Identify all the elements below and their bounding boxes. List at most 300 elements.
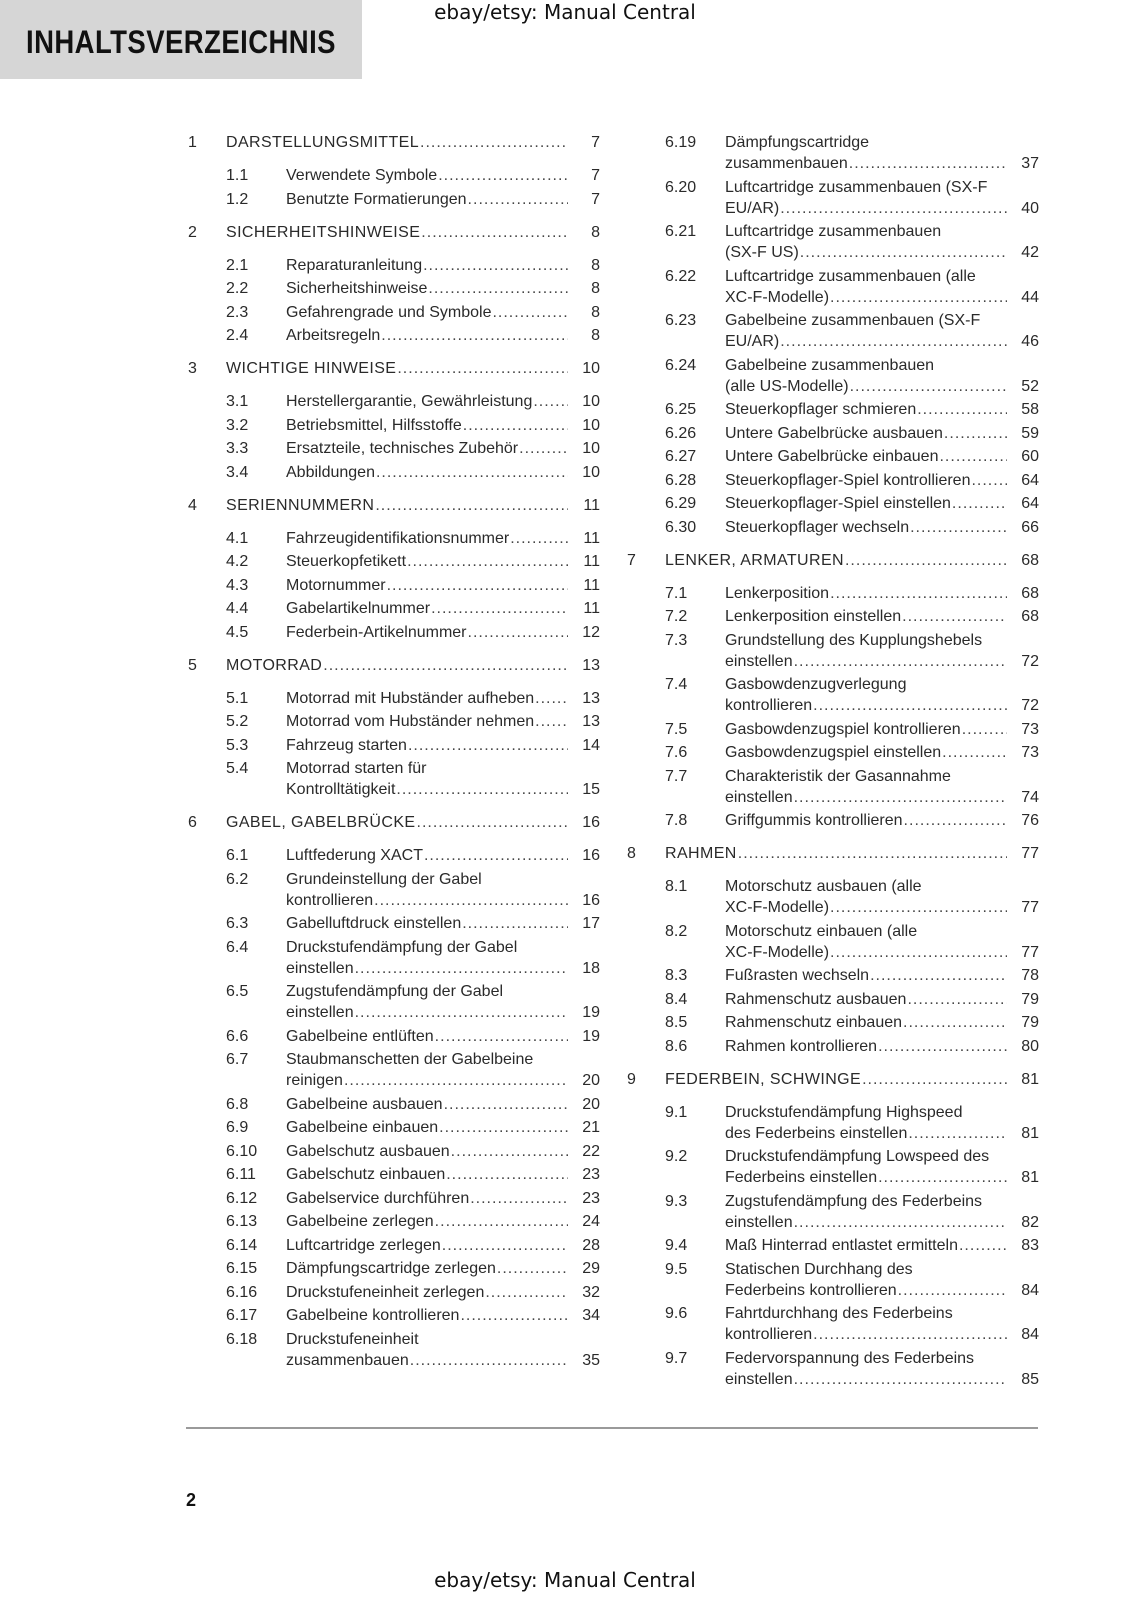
- toc-entry-title: Motornummer: [286, 576, 386, 594]
- toc-entry-title: Gabelbeine einbauen: [286, 1119, 439, 1136]
- dot-leader: [376, 462, 568, 483]
- dot-leader: [344, 1070, 568, 1091]
- toc-entry-number: 6.29: [665, 495, 697, 512]
- toc-entry[interactable]: [186, 1188, 600, 1209]
- toc-entry[interactable]: [186, 189, 600, 210]
- toc-entry-number: 6.6: [226, 1027, 249, 1045]
- toc-entry-title: Federbeins einstellen: [725, 1169, 878, 1186]
- dot-leader: [408, 735, 568, 756]
- toc-entry-title: Lenkerposition: [725, 584, 830, 602]
- dot-leader: [939, 446, 1007, 467]
- dot-leader: [485, 1282, 568, 1303]
- toc-chapter[interactable]: [186, 132, 600, 153]
- watermark-bottom: ebay/etsy: Manual Central: [434, 1568, 696, 1592]
- toc-entry-title: Fahrzeug starten: [286, 736, 407, 754]
- toc-page-number: 11: [583, 529, 600, 547]
- toc-entry[interactable]: [186, 278, 600, 299]
- toc-chapter[interactable]: [625, 550, 1039, 571]
- toc-entry[interactable]: [186, 1258, 600, 1279]
- toc-entry-title: Rahmenschutz einbauen: [725, 1014, 903, 1031]
- dot-leader: [423, 255, 568, 276]
- dot-leader: [407, 551, 568, 572]
- dot-leader: [355, 958, 568, 979]
- toc-chapter[interactable]: [186, 655, 600, 676]
- dot-leader: [470, 1188, 568, 1209]
- toc-entry-title: Luftcartridge zerlegen: [286, 1236, 441, 1254]
- toc-entry-title: Motorrad vom Hubständer nehmen: [286, 713, 535, 730]
- toc-entry-title: kontrollieren: [286, 891, 374, 909]
- toc-page-number: 23: [582, 1189, 600, 1207]
- toc-page-number: 58: [1021, 401, 1039, 418]
- toc-entry[interactable]: [186, 1235, 600, 1256]
- toc-entry[interactable]: [186, 1211, 600, 1232]
- toc-entry-number: 8.3: [665, 967, 688, 984]
- toc-entry-number: 8.1: [665, 878, 688, 895]
- toc-entry[interactable]: [625, 742, 1039, 763]
- toc-entry[interactable]: [625, 876, 1039, 918]
- toc-entry[interactable]: [625, 766, 1039, 808]
- toc-entry-number: 6.18: [226, 1330, 258, 1348]
- toc-entry[interactable]: [625, 1348, 1039, 1390]
- toc-entry[interactable]: [186, 325, 600, 346]
- toc-entry-number: 6.12: [226, 1189, 258, 1207]
- dot-leader: [738, 843, 1007, 864]
- toc-page-number: 77: [1021, 845, 1039, 862]
- page-title: INHALTSVERZEICHNIS: [26, 24, 336, 60]
- toc-entry-title: Herstellergarantie, Gewährleistung: [286, 393, 533, 410]
- toc-entry[interactable]: [625, 1146, 1039, 1188]
- toc-entry[interactable]: [625, 1012, 1039, 1033]
- toc-page-number: 8: [591, 256, 600, 274]
- toc-entry-number: 4: [188, 496, 197, 514]
- toc-entry-title: XC-F-Modelle): [725, 288, 830, 306]
- toc-entry-title: LENKER, ARMATUREN: [665, 551, 844, 569]
- toc-page-number: 15: [582, 781, 600, 798]
- toc-page-number: 16: [582, 847, 600, 864]
- toc-entry-title: SICHERHEITSHINWEISE: [226, 223, 421, 241]
- toc-entry[interactable]: [625, 177, 1039, 219]
- toc-entry-title: Druckstufendämpfung Highspeed: [725, 1103, 963, 1121]
- toc-entry[interactable]: [625, 517, 1039, 538]
- toc-entry-number: 2.4: [226, 327, 249, 344]
- toc-entry[interactable]: [186, 1305, 600, 1326]
- toc-chapter[interactable]: [186, 358, 600, 379]
- toc-entry-number: 7.4: [665, 676, 688, 693]
- toc-entry-number: 3.3: [226, 440, 249, 457]
- toc-page-number: 23: [582, 1166, 600, 1183]
- toc-entry-number: 7.5: [665, 720, 688, 738]
- toc-entry[interactable]: [186, 528, 600, 549]
- toc-page-number: 29: [582, 1260, 600, 1277]
- toc-entry-number: 3.2: [226, 416, 249, 434]
- toc-page-number: 7: [591, 190, 600, 208]
- toc-entry-title: Gabelbeine ausbauen: [286, 1095, 443, 1113]
- toc-entry-title: Gasbowdenzugverlegung: [725, 676, 907, 693]
- toc-page-number: 83: [1021, 1237, 1039, 1254]
- toc-entry[interactable]: [186, 869, 600, 911]
- toc-entry-number: 6.27: [665, 448, 697, 465]
- toc-entry-title: Motorschutz einbauen (alle: [725, 922, 918, 940]
- dot-leader: [794, 787, 1007, 808]
- toc-entry[interactable]: [186, 1049, 600, 1091]
- toc-entry-title: kontrollieren: [725, 697, 813, 714]
- toc-entry-number: 9.3: [665, 1192, 688, 1210]
- toc-entry[interactable]: [625, 399, 1039, 420]
- toc-entry[interactable]: [186, 913, 600, 934]
- toc-entry-number: 7.1: [665, 584, 688, 602]
- dot-leader: [849, 153, 1007, 174]
- toc-page-number: 79: [1021, 990, 1039, 1008]
- toc-page-number: 20: [582, 1095, 600, 1113]
- toc-page-number: 14: [582, 736, 600, 754]
- dot-leader: [830, 287, 1007, 308]
- toc-entry-title: Gabelartikelnummer: [286, 600, 431, 617]
- toc-entry-title: Arbeitsregeln: [286, 327, 381, 344]
- toc-page-number: 52: [1021, 377, 1039, 395]
- toc-entry-title: EU/AR): [725, 199, 780, 217]
- toc-entry-number: 6.19: [665, 134, 697, 151]
- toc-entry[interactable]: [625, 1303, 1039, 1345]
- toc-entry-title: Benutzte Formatierungen: [286, 190, 467, 208]
- toc-entry-number: 6.8: [226, 1095, 249, 1113]
- toc-entry-title: Dämpfungscartridge zerlegen: [286, 1260, 496, 1277]
- toc-entry-title: Steuerkopflager-Spiel einstellen: [725, 495, 951, 512]
- toc-page-number: 17: [582, 915, 600, 932]
- dot-leader: [830, 583, 1007, 604]
- dot-leader: [439, 1117, 568, 1138]
- toc-entry-number: 6.21: [665, 223, 697, 240]
- toc-entry[interactable]: [625, 583, 1039, 604]
- toc-entry[interactable]: [625, 310, 1039, 352]
- toc-entry[interactable]: [625, 719, 1039, 740]
- dot-leader: [813, 1324, 1007, 1345]
- toc-entry-number: 5.4: [226, 760, 249, 777]
- toc-entry-number: 4.5: [226, 623, 249, 641]
- toc-entry[interactable]: [186, 462, 600, 483]
- toc-entry[interactable]: [186, 415, 600, 436]
- toc-entry[interactable]: [625, 446, 1039, 467]
- dot-leader: [446, 1164, 568, 1185]
- toc-entry-number: 1: [188, 134, 197, 151]
- toc-entry-number: 4.3: [226, 576, 249, 594]
- toc-entry-title: Ersatzteile, technisches Zubehör: [286, 440, 519, 457]
- toc-entry[interactable]: [625, 606, 1039, 627]
- toc-entry[interactable]: [186, 598, 600, 619]
- dot-leader: [830, 897, 1007, 918]
- dot-leader: [442, 1235, 568, 1256]
- toc-entry-number: 2: [188, 223, 197, 241]
- toc-entry-title: (alle US-Modelle): [725, 377, 849, 395]
- toc-entry[interactable]: [186, 1329, 600, 1371]
- toc-page-number: 18: [582, 959, 600, 977]
- toc-page-number: 80: [1021, 1037, 1039, 1055]
- toc-entry[interactable]: [186, 1026, 600, 1047]
- toc-entry-title: Druckstufeneinheit zerlegen: [286, 1283, 485, 1301]
- toc-entry-title: einstellen: [725, 1370, 793, 1388]
- toc-page-number: 28: [582, 1236, 600, 1254]
- dot-leader: [898, 1280, 1007, 1301]
- toc-page-number: 64: [1021, 471, 1039, 489]
- dot-leader: [374, 890, 568, 911]
- toc-entry-title: XC-F-Modelle): [725, 899, 830, 916]
- toc-entry-title: Luftcartridge zusammenbauen: [725, 223, 942, 240]
- toc-entry-title: Gabelbeine zusammenbauen (SX-F: [725, 312, 981, 329]
- toc-entry-number: 4.1: [226, 529, 249, 547]
- toc-entry[interactable]: [625, 989, 1039, 1010]
- dot-leader: [424, 845, 568, 866]
- dot-leader: [908, 1123, 1007, 1144]
- dot-leader: [850, 376, 1007, 397]
- dot-leader: [387, 575, 568, 596]
- toc-entry-title: Gefahrengrade und Symbole: [286, 303, 492, 321]
- dot-leader: [902, 606, 1007, 627]
- toc-entry-title: Reparaturanleitung: [286, 256, 423, 274]
- toc-entry[interactable]: [186, 302, 600, 323]
- toc-page-number: 11: [583, 496, 600, 514]
- dot-leader: [431, 598, 568, 619]
- toc-entry-title: Motorrad mit Hubständer aufheben: [286, 689, 535, 707]
- toc-entry[interactable]: [186, 758, 600, 800]
- toc-page-number: 8: [591, 303, 600, 321]
- toc-entry-title: zusammenbauen: [286, 1351, 409, 1369]
- toc-entry[interactable]: [625, 965, 1039, 986]
- toc-entry-number: 4.4: [226, 600, 249, 617]
- toc-page-number: 11: [583, 600, 600, 617]
- toc-page-number: 10: [582, 416, 600, 434]
- toc-entry-title: Gabelluftdruck einstellen: [286, 915, 462, 932]
- toc-entry-title: Griffgummis kontrollieren: [725, 812, 903, 829]
- toc-entry-number: 6.22: [665, 267, 697, 285]
- footer-divider: [186, 1427, 1038, 1429]
- toc-page-number: 81: [1021, 1124, 1039, 1142]
- toc-entry[interactable]: [625, 132, 1039, 174]
- toc-entry[interactable]: [186, 438, 600, 459]
- toc-entry-number: 3: [188, 360, 197, 377]
- dot-leader: [323, 655, 568, 676]
- dot-leader: [952, 493, 1007, 514]
- toc-entry-title: Untere Gabelbrücke ausbauen: [725, 424, 943, 442]
- toc-entry-title: Gasbowdenzugspiel einstellen: [725, 744, 942, 761]
- toc-entry[interactable]: [625, 221, 1039, 263]
- toc-entry[interactable]: [625, 355, 1039, 397]
- dot-leader: [435, 1026, 568, 1047]
- toc-entry-number: 6.1: [226, 847, 249, 864]
- dot-leader: [444, 1094, 568, 1115]
- toc-page-number: 46: [1021, 333, 1039, 350]
- toc-entry[interactable]: [625, 1036, 1039, 1057]
- toc-entry[interactable]: [186, 391, 600, 412]
- toc-entry[interactable]: [625, 470, 1039, 491]
- toc-page-number: 59: [1021, 424, 1039, 442]
- toc-entry-title: einstellen: [725, 1213, 793, 1231]
- toc-entry-title: RAHMEN: [665, 845, 737, 862]
- toc-entry[interactable]: [186, 551, 600, 572]
- toc-page-number: 21: [582, 1119, 600, 1136]
- toc-entry[interactable]: [186, 1164, 600, 1185]
- toc-entry-number: 9: [627, 1070, 636, 1088]
- toc-page-number: 81: [1021, 1070, 1039, 1088]
- toc-entry-title: Gabelbeine entlüften: [286, 1027, 434, 1045]
- toc-entry[interactable]: [186, 735, 600, 756]
- toc-entry[interactable]: [186, 1094, 600, 1115]
- toc-entry[interactable]: [186, 1282, 600, 1303]
- toc-entry-title: Grundstellung des Kupplungshebels: [725, 631, 983, 649]
- dot-leader: [907, 989, 1007, 1010]
- toc-entry-title: Fahrzeugidentifikationsnummer: [286, 529, 510, 547]
- toc-entry-number: 8: [627, 845, 636, 862]
- toc-page-number: 64: [1021, 495, 1039, 512]
- toc-entry-number: 7.2: [665, 608, 688, 625]
- dot-leader: [813, 695, 1007, 716]
- toc-entry[interactable]: [186, 1141, 600, 1162]
- toc-entry-number: 8.2: [665, 922, 688, 940]
- toc-entry-number: 6: [188, 814, 197, 831]
- toc-entry[interactable]: [625, 1235, 1039, 1256]
- toc-entry-number: 2.3: [226, 303, 249, 321]
- toc-entry[interactable]: [625, 1191, 1039, 1233]
- toc-entry-number: 6.9: [226, 1119, 249, 1136]
- toc-page-number: 77: [1021, 899, 1039, 916]
- toc-entry-number: 6.16: [226, 1283, 258, 1301]
- toc-entry[interactable]: [625, 921, 1039, 963]
- toc-chapter[interactable]: [186, 495, 600, 516]
- toc-page-number: 22: [582, 1142, 600, 1160]
- toc-entry[interactable]: [186, 575, 600, 596]
- toc-entry[interactable]: [625, 493, 1039, 514]
- dot-leader: [420, 132, 568, 153]
- toc-entry[interactable]: [625, 1102, 1039, 1144]
- toc-entry-number: 7.8: [665, 812, 688, 829]
- toc-entry-title: Druckstufendämpfung der Gabel: [286, 938, 518, 956]
- toc-entry-number: 6.25: [665, 401, 697, 418]
- toc-page-number: 7: [591, 134, 600, 151]
- dot-leader: [780, 198, 1007, 219]
- toc-page-number: 10: [582, 393, 600, 410]
- toc-page-number: 85: [1021, 1370, 1039, 1388]
- toc-page-number: 19: [582, 1027, 600, 1045]
- dot-leader: [903, 1012, 1007, 1033]
- toc-entry-title: Luftfederung XACT: [286, 847, 423, 864]
- toc-entry[interactable]: [186, 1117, 600, 1138]
- dot-leader: [862, 1069, 1007, 1090]
- toc-chapter[interactable]: [186, 812, 600, 833]
- toc-entry[interactable]: [625, 810, 1039, 831]
- toc-entry-number: 6.5: [226, 983, 249, 1000]
- toc-entry-number: 1.1: [226, 167, 249, 184]
- toc-page-number: 77: [1021, 943, 1039, 961]
- toc-column-left: [186, 132, 600, 1373]
- toc-entry[interactable]: [625, 674, 1039, 716]
- dot-leader: [845, 550, 1007, 571]
- toc-entry[interactable]: [186, 937, 600, 979]
- toc-entry-title: Kontrolltätigkeit: [286, 781, 396, 798]
- toc-entry[interactable]: [186, 255, 600, 276]
- toc-page-number: 35: [582, 1351, 600, 1369]
- toc-page-number: 8: [591, 280, 600, 297]
- toc-entry[interactable]: [186, 165, 600, 186]
- toc-page-number: 11: [583, 553, 600, 570]
- toc-page-number: 19: [582, 1004, 600, 1021]
- toc-entry-title: FEDERBEIN, SCHWINGE: [665, 1070, 862, 1088]
- toc-entry[interactable]: [625, 1259, 1039, 1301]
- toc-page-number: 40: [1021, 199, 1039, 217]
- toc-entry[interactable]: [186, 981, 600, 1023]
- dot-leader: [397, 358, 568, 379]
- dot-leader: [497, 1258, 568, 1279]
- dot-leader: [451, 1141, 568, 1162]
- toc-chapter[interactable]: [625, 1069, 1039, 1090]
- toc-entry-title: GABEL, GABELBRÜCKE: [226, 814, 416, 831]
- toc-chapter[interactable]: [625, 843, 1039, 864]
- toc-page-number: 10: [582, 360, 600, 377]
- toc-page-number: 10: [582, 463, 600, 481]
- dot-leader: [910, 517, 1007, 538]
- toc-entry-number: 9.4: [665, 1237, 688, 1254]
- toc-entry-number: 5.1: [226, 689, 249, 707]
- dot-leader: [904, 810, 1007, 831]
- toc-page-number: 73: [1021, 744, 1039, 761]
- toc-entry-title: Gabelbeine zusammenbauen: [725, 356, 935, 374]
- toc-entry[interactable]: [186, 688, 600, 709]
- toc-chapter[interactable]: [186, 222, 600, 243]
- dot-leader: [519, 438, 568, 459]
- toc-entry-title: WICHTIGE HINWEISE: [226, 360, 397, 377]
- toc-entry-title: Gabelschutz einbauen: [286, 1166, 446, 1183]
- toc-entry-title: kontrollieren: [725, 1326, 813, 1343]
- toc-entry-number: 5.2: [226, 713, 249, 730]
- dot-leader: [396, 779, 568, 800]
- toc-page-number: 10: [582, 440, 600, 457]
- toc-page-number: 66: [1021, 518, 1039, 536]
- toc-entry-number: 4.2: [226, 553, 249, 570]
- toc-entry-title: Statischen Durchhang des: [725, 1260, 913, 1278]
- toc-entry-number: 7.7: [665, 767, 688, 785]
- toc-entry-title: Abbildungen: [286, 463, 375, 481]
- toc-entry[interactable]: [625, 630, 1039, 672]
- toc-entry-number: 5.3: [226, 736, 249, 754]
- dot-leader: [462, 913, 568, 934]
- toc-entry-number: 8.6: [665, 1037, 688, 1055]
- toc-entry-title: Dämpfungscartridge: [725, 134, 870, 151]
- toc-entry-title: Steuerkopflager-Spiel kontrollieren: [725, 471, 971, 489]
- toc-entry[interactable]: [186, 711, 600, 732]
- toc-entry[interactable]: [625, 266, 1039, 308]
- dot-leader: [463, 415, 568, 436]
- toc-entry-title: Gabelbeine kontrollieren: [286, 1307, 460, 1324]
- toc-entry-title: des Federbeins einstellen: [725, 1124, 908, 1142]
- toc-entry[interactable]: [186, 845, 600, 866]
- toc-entry-title: Sicherheitshinweise: [286, 280, 428, 297]
- toc-page-number: 72: [1021, 652, 1039, 670]
- toc-page-number: 81: [1021, 1169, 1039, 1186]
- toc-entry-title: Untere Gabelbrücke einbauen: [725, 448, 939, 465]
- toc-entry-number: 6.14: [226, 1236, 258, 1254]
- dot-leader: [468, 622, 568, 643]
- toc-entry-title: Gasbowdenzugspiel kontrollieren: [725, 720, 961, 738]
- toc-entry-number: 7.3: [665, 631, 688, 649]
- toc-page-number: 32: [582, 1283, 600, 1301]
- dot-leader: [410, 1350, 568, 1371]
- toc-page-number: 13: [582, 713, 600, 730]
- toc-entry[interactable]: [186, 622, 600, 643]
- toc-entry[interactable]: [625, 423, 1039, 444]
- toc-entry-number: 6.17: [226, 1307, 258, 1324]
- toc-entry-title: Betriebsmittel, Hilfsstoffe: [286, 416, 462, 434]
- toc-entry-title: Motorschutz ausbauen (alle: [725, 878, 922, 895]
- toc-entry-number: 9.5: [665, 1260, 688, 1278]
- dot-leader: [435, 1211, 568, 1232]
- toc-entry-title: reinigen: [286, 1072, 343, 1089]
